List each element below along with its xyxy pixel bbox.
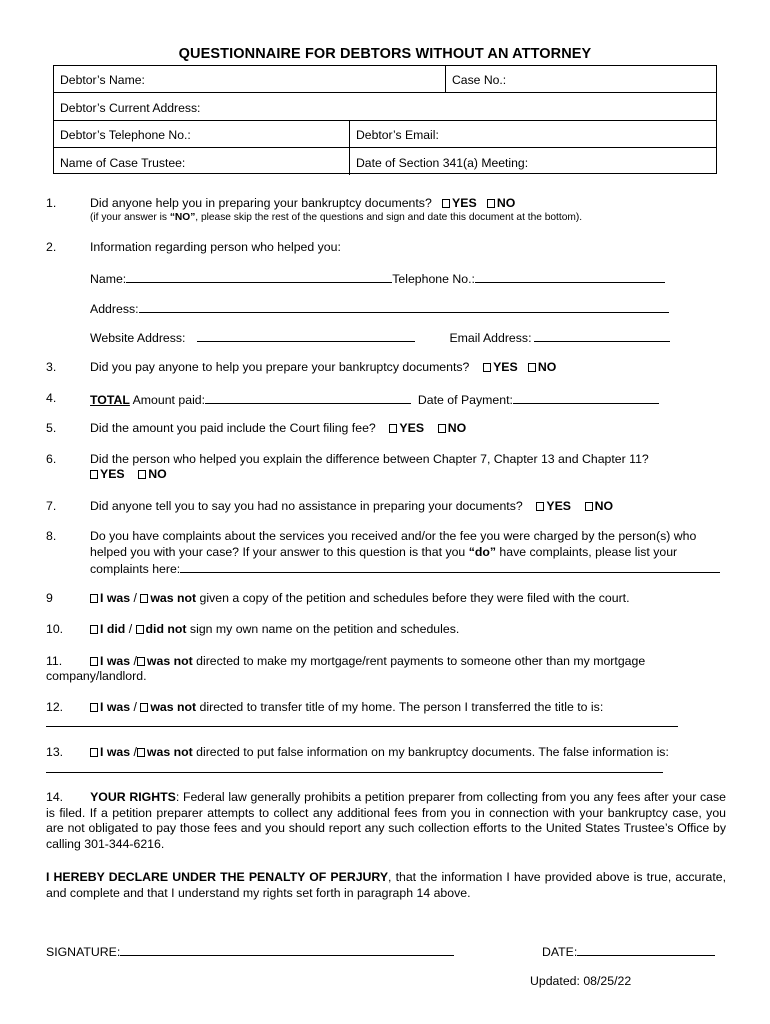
option-label: I was — [100, 700, 131, 714]
email-field[interactable]: Debtor’s Email: — [356, 128, 439, 142]
separator: / — [130, 654, 137, 668]
question-text: have complaints, please list your — [496, 545, 678, 559]
option-checkbox[interactable] — [140, 594, 148, 603]
website-input[interactable] — [197, 329, 415, 342]
yes-label: YES — [546, 499, 571, 513]
signature-input[interactable] — [120, 943, 454, 956]
separator: / — [130, 700, 141, 714]
debtor-name-field[interactable]: Debtor’s Name: — [60, 73, 145, 87]
telephone-field[interactable]: Debtor’s Telephone No.: — [60, 128, 191, 142]
rights-heading: YOUR RIGHTS — [90, 790, 176, 804]
question-11 — [90, 654, 645, 668]
option-label: was not — [146, 745, 193, 759]
case-no-field[interactable]: Case No.: — [452, 73, 507, 87]
amount-input[interactable] — [205, 391, 411, 404]
question-text: directed to transfer title of my home. The person I transferred the title to is: — [196, 700, 604, 714]
question-number: 3. — [46, 360, 57, 374]
table-divider — [349, 120, 350, 175]
complaints-input[interactable] — [180, 560, 720, 573]
question-number: 9 — [46, 591, 53, 605]
yes-checkbox[interactable] — [442, 199, 450, 208]
question-8-line-3 — [90, 560, 720, 576]
separator: / — [130, 745, 137, 759]
no-checkbox[interactable] — [528, 363, 536, 372]
email-label: Email Address: — [449, 331, 532, 345]
question-8-line-1: Do you have complaints about the services you received and/or the fee you were charged by the person(s) who — [90, 529, 697, 543]
question-number: 13. — [46, 745, 64, 759]
date-input[interactable] — [577, 943, 715, 956]
question-number: 4. — [46, 391, 57, 405]
no-label: NO — [594, 499, 614, 513]
question-number: 1. — [46, 196, 57, 210]
rights-text: : Federal law generally prohibits a petition preparer from collecting from you any fees after your — [175, 790, 697, 804]
yes-label: YES — [399, 421, 425, 435]
option-checkbox[interactable] — [90, 748, 98, 757]
question-number: 12. — [46, 700, 64, 714]
amount-label: Amount paid: — [129, 393, 206, 407]
date-label: DATE: — [542, 945, 578, 959]
address-field[interactable]: Debtor’s Current Address: — [60, 101, 201, 115]
separator: / — [125, 622, 136, 636]
option-checkbox[interactable] — [140, 703, 148, 712]
question-number: 5. — [46, 421, 57, 435]
rights-text: case is filed. If a petition preparer attempts to collect any additional fees from you in connection with your bankruptcy case, you are not obligated to pay those fees and you should report any such collection efforts to the United States Trustee’s Office by calling 301-344-6216. — [46, 790, 726, 851]
question-6: Did the person who helped you explain the difference between Chapter 7, Chapter 13 and Chapter 11? — [90, 452, 649, 466]
question-11-line-2: company/landlord. — [46, 669, 147, 683]
note-emphasis: “NO” — [169, 212, 196, 223]
no-checkbox[interactable] — [585, 502, 593, 511]
question-emphasis: “do” — [468, 545, 497, 559]
question-5 — [90, 421, 466, 435]
transfer-title-input[interactable] — [46, 726, 678, 727]
name-input[interactable] — [126, 270, 392, 283]
question-text: Did the amount you paid include the Court filing fee? — [90, 421, 376, 435]
question-text: sign my own name on the petition and schedules. — [186, 622, 460, 636]
question-number: 2. — [46, 240, 57, 254]
name-label: Name: — [90, 272, 127, 286]
question-text: Did anyone tell you to say you had no assistance in preparing your documents? — [90, 499, 523, 513]
option-checkbox[interactable] — [137, 748, 145, 757]
false-information-input[interactable] — [46, 772, 663, 773]
no-label: NO — [447, 421, 467, 435]
declaration — [46, 870, 726, 901]
address-input[interactable] — [139, 300, 669, 313]
question-1-note — [90, 212, 582, 223]
question-1 — [90, 196, 515, 210]
question-text: Did you pay anyone to help you prepare your bankruptcy documents? — [90, 360, 470, 374]
helper-name-row — [90, 270, 665, 286]
question-text: given a copy of the petition and schedules before they were filed with the court. — [196, 591, 630, 605]
table-divider — [54, 92, 716, 93]
yes-label: YES — [452, 196, 477, 210]
no-checkbox[interactable] — [138, 470, 146, 479]
signature-label: SIGNATURE: — [46, 945, 121, 959]
date-row — [542, 943, 715, 959]
option-checkbox[interactable] — [90, 703, 98, 712]
table-divider — [54, 147, 716, 148]
question-number: 11. — [46, 654, 63, 668]
separator: / — [130, 591, 141, 605]
question-9 — [90, 591, 630, 605]
option-checkbox[interactable] — [90, 594, 98, 603]
question-number: 7. — [46, 499, 57, 513]
no-label: NO — [496, 196, 516, 210]
signature-row — [46, 943, 454, 959]
declaration-heading: I HEREBY DECLARE UNDER THE PENALTY OF PERJURY — [46, 870, 389, 884]
question-number: 14. — [46, 790, 64, 804]
updated-date: Updated: 08/25/22 — [530, 974, 632, 988]
note-text: , please skip the rest of the questions and sign and date this document at the bottom). — [195, 212, 583, 223]
option-checkbox[interactable] — [90, 625, 98, 634]
option-checkbox[interactable] — [136, 625, 144, 634]
question-14 — [46, 790, 726, 852]
no-label: NO — [148, 467, 167, 481]
question-4 — [90, 391, 659, 407]
question-7 — [90, 499, 613, 513]
yes-checkbox[interactable] — [536, 502, 544, 511]
table-divider — [54, 120, 716, 121]
telephone-input[interactable] — [475, 270, 665, 283]
no-checkbox[interactable] — [487, 199, 495, 208]
declaration-text: , that the information I have provided above is true, accurate, and complete and that I understand my rights set forth in paragraph 14 above. — [46, 870, 726, 900]
question-number: 6. — [46, 452, 57, 466]
option-label: I did — [100, 622, 126, 636]
option-label: was not — [146, 654, 193, 668]
helper-address-row — [90, 300, 669, 316]
helper-website-row — [90, 329, 670, 345]
question-10 — [90, 622, 459, 636]
email-input[interactable] — [534, 329, 670, 342]
no-checkbox[interactable] — [438, 424, 446, 433]
question-number: 8. — [46, 529, 57, 543]
question-text: directed to make my mortgage/rent payments to someone other than my mortgage — [192, 654, 646, 668]
question-text: directed to put false information on my bankruptcy documents. The false information is: — [192, 745, 669, 759]
payment-date-input[interactable] — [513, 391, 659, 404]
no-label: NO — [537, 360, 557, 374]
address-label: Address: — [90, 302, 139, 316]
yes-checkbox[interactable] — [389, 424, 397, 433]
question-2: Information regarding person who helped you: — [90, 240, 341, 254]
option-label: I was — [100, 654, 131, 668]
question-number: 10. — [46, 622, 64, 636]
question-13 — [90, 745, 669, 759]
yes-label: YES — [100, 467, 125, 481]
website-label: Website Address: — [90, 331, 186, 345]
page-title: QUESTIONNAIRE FOR DEBTORS WITHOUT AN ATTORNEY — [178, 46, 592, 62]
trustee-field[interactable]: Name of Case Trustee: — [60, 156, 186, 170]
question-text: Did anyone help you in preparing your bankruptcy documents? — [90, 196, 432, 210]
table-divider — [445, 66, 446, 92]
note-text: (if your answer is — [90, 212, 170, 223]
meeting-date-field[interactable]: Date of Section 341(a) Meeting: — [356, 156, 529, 170]
option-label: did not — [145, 622, 187, 636]
option-label: I was — [100, 591, 131, 605]
yes-checkbox[interactable] — [483, 363, 491, 372]
payment-date-label: Date of Payment: — [417, 393, 513, 407]
yes-checkbox[interactable] — [90, 470, 98, 479]
option-label: was not — [150, 700, 197, 714]
total-label: TOTAL — [90, 393, 130, 407]
option-label: was not — [150, 591, 197, 605]
option-checkbox[interactable] — [137, 657, 145, 666]
question-6-options — [90, 467, 167, 481]
debtor-info-table — [53, 65, 717, 174]
option-label: I was — [100, 745, 131, 759]
option-checkbox[interactable] — [90, 657, 98, 666]
question-text: helped you with your case? If your answer to this question is that you — [90, 545, 469, 559]
yes-label: YES — [493, 360, 518, 374]
question-3 — [90, 360, 556, 374]
question-12 — [90, 700, 603, 714]
complaints-label: complaints here: — [90, 562, 181, 576]
question-8-line-2 — [90, 545, 677, 559]
telephone-label: Telephone No.: — [392, 272, 475, 286]
